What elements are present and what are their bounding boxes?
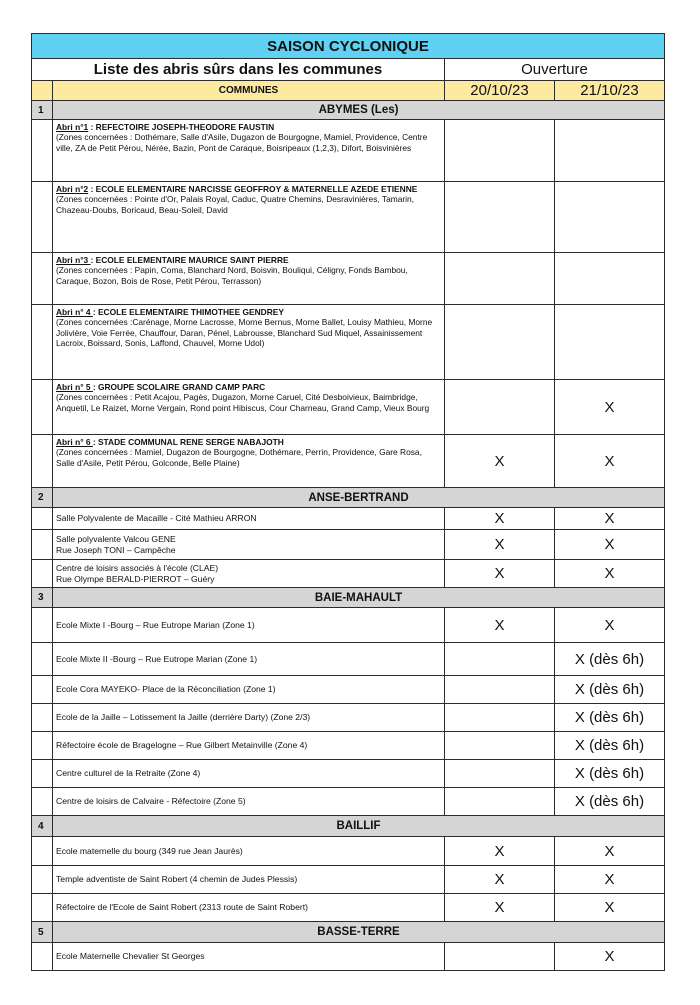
number-cell [32, 866, 53, 894]
opening-mark-day2 [555, 253, 665, 305]
shelter-cell [53, 120, 445, 182]
season-title: SAISON CYCLONIQUE [32, 34, 665, 59]
number-cell [32, 380, 53, 435]
shelter-place-line: Rue Olympe BERALD-PIERROT – Guéry [56, 573, 215, 584]
opening-mark-day2: X [555, 866, 665, 894]
shelter-place [53, 732, 445, 760]
shelter-place-line: Rue Joseph TONI – Campêche [56, 544, 176, 555]
number-cell [32, 608, 53, 643]
shelter-zones: (Zones concernées : Pointe d'Or, Palais Royal, Caduc, Quatre Chemins, Desravinières, Tamarin, Chazeau-Doubs, Boricaud, Beau-Soleil, David [56, 194, 415, 215]
opening-mark-day2: X (dès 6h) [555, 643, 665, 676]
shelter-place [53, 676, 445, 704]
shelter-place-line: Salle polyvalente Valcou GENE [56, 533, 176, 544]
number-cell [32, 253, 53, 305]
opening-mark-day1 [445, 704, 555, 732]
shelter-name: : GROUPE SCOLAIRE GRAND CAMP PARC [92, 382, 266, 392]
shelter-place [53, 643, 445, 676]
shelter-label: Abri n° 5 [56, 382, 93, 392]
date-header-1: 20/10/23 [445, 81, 555, 101]
number-cell [32, 732, 53, 760]
commune-number: 3 [32, 588, 53, 608]
number-cell [32, 643, 53, 676]
shelter-place-line: Centre de loisirs de Calvaire - Réfectoire (Zone 5) [56, 796, 246, 806]
commune-number: 2 [32, 488, 53, 508]
shelter-name: : REFECTOIRE JOSEPH-THEODORE FAUSTIN [88, 122, 275, 132]
opening-mark-day2: X (dès 6h) [555, 732, 665, 760]
shelter-cell [53, 380, 445, 435]
shelter-place [53, 704, 445, 732]
number-cell [32, 435, 53, 488]
shelter-place-line: Ecole Maternelle Chevalier St Georges [56, 951, 205, 961]
shelter-place-line: Ecole Cora MAYEKO- Place de la Réconciliation (Zone 1) [56, 684, 276, 694]
shelter-place [53, 837, 445, 866]
shelter-zones: (Zones concernées : Petit Acajou, Pagès, Dugazon, Morne Caruel, Cité Desboivieux, Baimbridge, Anquetil, Le Raizet, Morne Vergain, Rond point Hibiscus, Cour Charneau, Grand Camp, Vieux Bourg [56, 392, 430, 413]
opening-mark-day2 [555, 120, 665, 182]
shelter-place [53, 760, 445, 788]
opening-mark-day1: X [445, 435, 555, 488]
shelter-place [53, 530, 445, 560]
opening-mark-day2: X [555, 837, 665, 866]
number-cell [32, 182, 53, 253]
shelter-table [31, 33, 665, 971]
opening-mark-day1 [445, 676, 555, 704]
opening-mark-day1 [445, 380, 555, 435]
shelter-label: Abri n°2 [56, 184, 89, 194]
opening-mark-day2: X (dès 6h) [555, 788, 665, 816]
number-cell [32, 704, 53, 732]
shelter-place [53, 608, 445, 643]
shelter-cell [53, 435, 445, 488]
number-cell [32, 788, 53, 816]
opening-mark-day1: X [445, 866, 555, 894]
opening-mark-day1 [445, 732, 555, 760]
commune-number: 1 [32, 101, 53, 120]
shelter-label: Abri n°3 [56, 255, 91, 265]
shelter-place-line: Temple adventiste de Saint Robert (4 chemin de Judes Plessis) [56, 874, 298, 884]
shelter-place [53, 943, 445, 971]
opening-mark-day1 [445, 182, 555, 253]
opening-mark-day2: X (dès 6h) [555, 676, 665, 704]
shelter-cell [53, 305, 445, 380]
shelter-zones: (Zones concernées : Papin, Coma, Blanchard Nord, Boisvin, Bouliqui, Céligny, Fonds Bambou, Caraque, Bozon, Bois de Rose, Petit Pérou, Terrasson) [56, 265, 408, 286]
communes-header: COMMUNES [53, 81, 445, 101]
opening-mark-day1 [445, 305, 555, 380]
opening-mark-day2: X (dès 6h) [555, 760, 665, 788]
shelter-place [53, 894, 445, 922]
shelter-place-line: Ecole de la Jaille – Lotissement la Jaille (derrière Darty) (Zone 2/3) [56, 712, 311, 722]
shelter-name: : ECOLE ELEMENTAIRE THIMOTHEE GENDREY [92, 307, 284, 317]
opening-mark-day2: X [555, 530, 665, 560]
opening-mark-day1 [445, 760, 555, 788]
opening-mark-day1 [445, 253, 555, 305]
shelter-place-line: Ecole maternelle du bourg (349 rue Jean Jaurès) [56, 845, 243, 856]
shelter-place-line: Réfectoire de l'Ecole de Saint Robert (2313 route de Saint Robert) [56, 902, 308, 912]
opening-mark-day2: X [555, 894, 665, 922]
shelter-place-line: Salle Polyvalente de Macaille - Cité Mathieu ARRON [56, 513, 257, 523]
number-cell [32, 837, 53, 866]
shelter-place-line: Ecole Mixte I -Bourg – Rue Eutrope Marian (Zone 1) [56, 619, 255, 630]
shelter-name: : ECOLE ELEMENTAIRE NARCISSE GEOFFROY & MATERNELLE AZEDE ETIENNE [88, 184, 418, 194]
shelter-place [53, 866, 445, 894]
commune-name: ABYMES (Les) [53, 101, 665, 120]
opening-mark-day1: X [445, 608, 555, 643]
commune-name: ANSE-BERTRAND [53, 488, 665, 508]
commune-number: 5 [32, 922, 53, 943]
number-cell [32, 530, 53, 560]
number-cell [32, 676, 53, 704]
shelter-cell [53, 253, 445, 305]
opening-mark-day1 [445, 643, 555, 676]
shelter-zones: (Zones concernées :Carénage, Morne Lacrosse, Morne Bernus, Morne Ballet, Louisy Mathieu, Morne Jolivière, Voie Ferrée, Chauffour, Daran, Pénel, Labrousse, Blanchard Sud Miquel, Assainissement Lacroix, Boissard, Sonis, Laffond, Chauvel, Morne Udol) [56, 317, 433, 348]
shelter-place-line: Réfectoire école de Bragelogne – Rue Gilbert Metainville (Zone 4) [56, 740, 308, 750]
shelter-zones: (Zones concernées : Mamiel, Dugazon de Bourgogne, Dothémare, Perrin, Providence, Gare Rosa, Salle d'Asile, Petit Pérou, Golconde, Belle Plaine) [56, 447, 422, 468]
opening-mark-day2 [555, 182, 665, 253]
opening-mark-day2: X [555, 608, 665, 643]
opening-mark-day2: X [555, 380, 665, 435]
shelter-place [53, 788, 445, 816]
shelter-place-line: Ecole Mixte II -Bourg – Rue Eutrope Marian (Zone 1) [56, 653, 258, 664]
commune-name: BASSE-TERRE [53, 922, 665, 943]
opening-mark-day1 [445, 120, 555, 182]
opening-mark-day2: X [555, 560, 665, 588]
number-cell [32, 943, 53, 971]
shelter-place [53, 560, 445, 588]
shelter-cell [53, 182, 445, 253]
number-cell [32, 508, 53, 530]
opening-mark-day2: X [555, 943, 665, 971]
opening-mark-day2: X (dès 6h) [555, 704, 665, 732]
opening-mark-day1: X [445, 837, 555, 866]
date-header-2: 21/10/23 [555, 81, 665, 101]
number-cell [32, 894, 53, 922]
number-cell [32, 120, 53, 182]
shelter-document [31, 33, 664, 971]
commune-name: BAIE-MAHAULT [53, 588, 665, 608]
number-cell [32, 305, 53, 380]
number-cell [32, 760, 53, 788]
list-title: Liste des abris sûrs dans les communes [32, 59, 445, 81]
commune-name: BAILLIF [53, 816, 665, 837]
shelter-place-line: Centre de loisirs associés à l'école (CLAE) [56, 562, 219, 573]
opening-mark-day2: X [555, 508, 665, 530]
shelter-place-line: Centre culturel de la Retraite (Zone 4) [56, 768, 201, 778]
opening-mark-day2 [555, 305, 665, 380]
opening-mark-day1: X [445, 508, 555, 530]
number-cell [32, 560, 53, 588]
opening-header: Ouverture [445, 59, 665, 81]
commune-number: 4 [32, 816, 53, 837]
shelter-label: Abri n°1 [56, 122, 89, 132]
number-header-cell [32, 81, 53, 101]
opening-mark-day1: X [445, 560, 555, 588]
shelter-name: : ECOLE ELEMENTAIRE MAURICE SAINT PIERRE [90, 255, 289, 265]
opening-mark-day2: X [555, 435, 665, 488]
shelter-name: : STADE COMMUNAL RENE SERGE NABAJOTH [92, 437, 284, 447]
shelter-label: Abri n° 4 [56, 307, 93, 317]
opening-mark-day1 [445, 943, 555, 971]
opening-mark-day1: X [445, 894, 555, 922]
opening-mark-day1: X [445, 530, 555, 560]
shelter-place [53, 508, 445, 530]
shelter-zones: (Zones concernées : Dothémare, Salle d'Asile, Dugazon de Bourgogne, Mamiel, Providence, Centre ville, ZA de Petit Pérou, Nérée, Bazin, Pont de Caraque, Boisripeaux (1,2,3), Difort, Boisvinières [56, 132, 428, 153]
shelter-label: Abri n° 6 [56, 437, 93, 447]
opening-mark-day1 [445, 788, 555, 816]
